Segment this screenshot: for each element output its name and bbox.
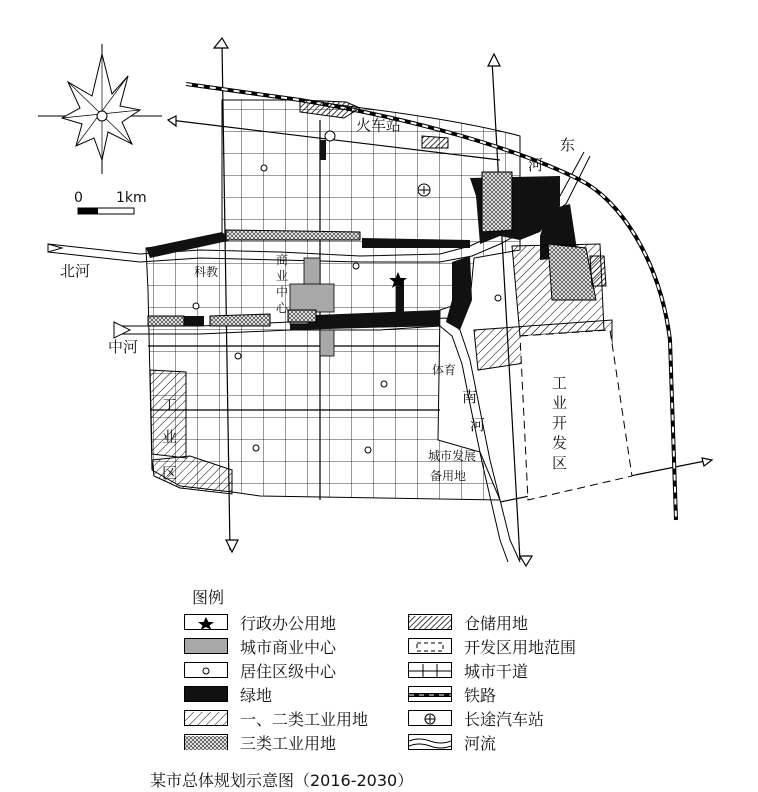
legend-item-river (408, 731, 496, 753)
label-commercial-4: 心 (276, 301, 289, 315)
label-north-river: 北河 (60, 262, 91, 280)
scale-bar (74, 190, 147, 214)
label-dev-2: 业 (552, 394, 568, 412)
legend-item-green (184, 683, 272, 705)
label-sports: 体育 (432, 363, 457, 377)
legend-item-industry-3 (184, 731, 336, 753)
legend-label: 城市干道 (464, 661, 529, 681)
compass-rose-icon (38, 44, 162, 174)
legend-item-dev-boundary (408, 635, 576, 657)
label-keji: 科教 (194, 265, 219, 279)
legend-label: 行政办公用地 (240, 613, 337, 633)
black-fill-icon (184, 686, 228, 702)
development-zone-boundary (520, 330, 632, 500)
label-commercial-2: 业 (276, 269, 289, 283)
label-east: 东 (560, 136, 576, 154)
scale-zero: 0 (74, 190, 83, 206)
label-industry-2: 业 (162, 428, 178, 446)
legend-label: 开发区用地范围 (464, 637, 577, 657)
legend-label: 绿地 (240, 685, 273, 705)
label-commercial-3: 中 (276, 285, 289, 299)
label-south: 南 (462, 388, 478, 406)
label-dev-3: 开 (552, 414, 568, 432)
legend-item-residential (184, 659, 336, 681)
bus-station-icon (418, 184, 430, 196)
legend-item-railway (408, 683, 496, 705)
legend-item-commercial (184, 635, 336, 657)
dashed-boundary-icon (408, 638, 452, 654)
bus-station-legend-icon (408, 710, 452, 726)
legend-label: 三类工业用地 (240, 733, 337, 753)
railway-icon (408, 686, 452, 702)
legend-label: 一、二类工业用地 (240, 709, 369, 729)
legend-item-bus-station (408, 707, 544, 729)
road-lines-icon (408, 662, 452, 678)
scale-label: 1km (116, 190, 147, 206)
label-train-station: 火车站 (356, 116, 402, 134)
label-industry-1: 工 (162, 396, 178, 414)
legend-label: 长途汽车站 (464, 709, 545, 729)
small-circle-icon (184, 662, 228, 678)
label-middle-river: 中河 (108, 338, 139, 356)
label-dev-1: 工 (552, 374, 568, 392)
label-river-east: 河 (528, 156, 544, 174)
legend (184, 585, 624, 765)
label-dev-4: 发 (552, 434, 568, 452)
legend-label: 仓储用地 (464, 613, 529, 633)
label-commercial-1: 商 (276, 253, 289, 267)
legend-title: 图例 (192, 588, 225, 607)
legend-label: 铁路 (464, 685, 497, 705)
legend-item-arterial (408, 659, 528, 681)
label-river-south: 河 (470, 416, 486, 434)
legend-item-admin (184, 611, 336, 633)
legend-item-industry-12 (184, 707, 368, 729)
river-legend-icon (408, 734, 452, 750)
map-caption: 某市总体规划示意图（2016-2030） (150, 771, 414, 790)
legend-label: 居住区级中心 (240, 661, 337, 681)
label-dev-5: 区 (552, 454, 568, 472)
light-hatch-icon (184, 710, 228, 726)
legend-label: 河流 (464, 733, 497, 753)
warehouse-hatch-icon (408, 614, 452, 630)
label-reserve-1: 城市发展 (428, 449, 477, 463)
legend-label: 城市商业中心 (240, 637, 337, 657)
gray-fill-icon (184, 638, 228, 654)
crosshatch-icon (184, 734, 228, 750)
star-icon (184, 614, 228, 630)
label-reserve-2: 备用地 (430, 469, 467, 483)
label-industry-3: 区 (162, 464, 178, 482)
legend-item-warehouse (408, 611, 528, 633)
